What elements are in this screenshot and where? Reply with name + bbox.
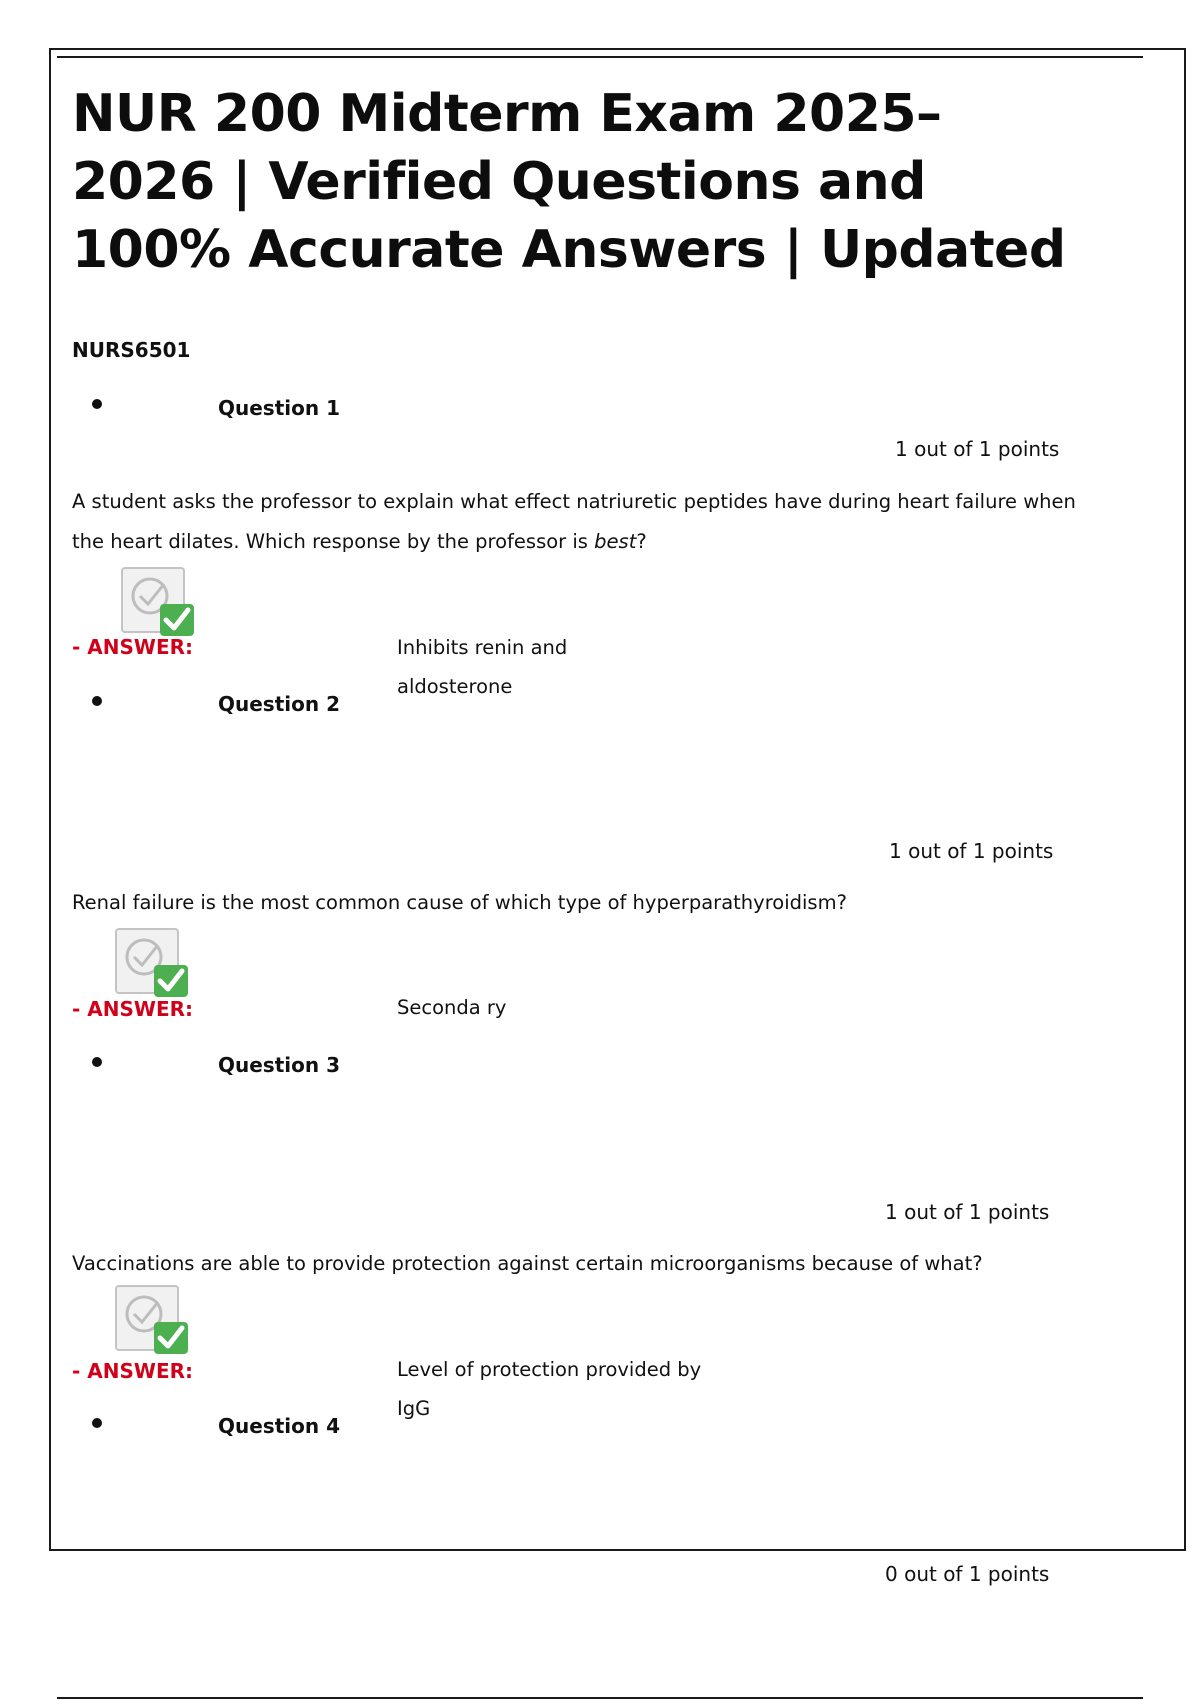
question-1-answer: Inhibits renin and aldosterone (397, 636, 568, 698)
document-title: NUR 200 Midterm Exam 2025–2026 | Verified Questions and 100% Accurate Answers | Updated (72, 84, 1066, 280)
course-code: NURS6501 (72, 338, 191, 362)
question-2-answer: Seconda ry (397, 996, 507, 1019)
question-3-answer: Level of protection provided by IgG (397, 1358, 702, 1420)
question-4-label: Question 4 (218, 1414, 340, 1438)
bullet-icon (92, 399, 102, 409)
question-2-text: Renal failure is the most common cause of which type of hyperparathyroidism? (72, 891, 847, 914)
question-3-points: 1 out of 1 points (885, 1200, 1050, 1224)
question-1-answer-label: - ANSWER: (72, 635, 194, 659)
question-4-points: 0 out of 1 points (885, 1562, 1050, 1586)
question-1-label: Question 1 (218, 396, 340, 420)
question-1-emphasis: best (594, 530, 637, 553)
bottom-rule (57, 1697, 1143, 1699)
question-2-label: Question 2 (218, 692, 340, 716)
question-1-text: A student asks the professor to explain what effect natriuretic peptides have during heart failure when the heart dilates. Which response by the professor is best? (72, 490, 1076, 553)
bullet-icon (92, 1418, 102, 1428)
bullet-icon (92, 696, 102, 706)
bullet-icon (92, 1057, 102, 1067)
graded-checkmark-icon (120, 566, 196, 638)
graded-checkmark-icon (114, 1284, 190, 1356)
question-2-answer-label: - ANSWER: (72, 997, 194, 1021)
question-3-text: Vaccinations are able to provide protection against certain microorganisms because of what? (72, 1252, 983, 1275)
top-rule (57, 56, 1143, 58)
question-2-points: 1 out of 1 points (889, 839, 1054, 863)
graded-checkmark-icon (114, 927, 190, 999)
question-3-answer-label: - ANSWER: (72, 1359, 194, 1383)
question-1-points: 1 out of 1 points (895, 437, 1060, 461)
question-3-label: Question 3 (218, 1053, 340, 1077)
